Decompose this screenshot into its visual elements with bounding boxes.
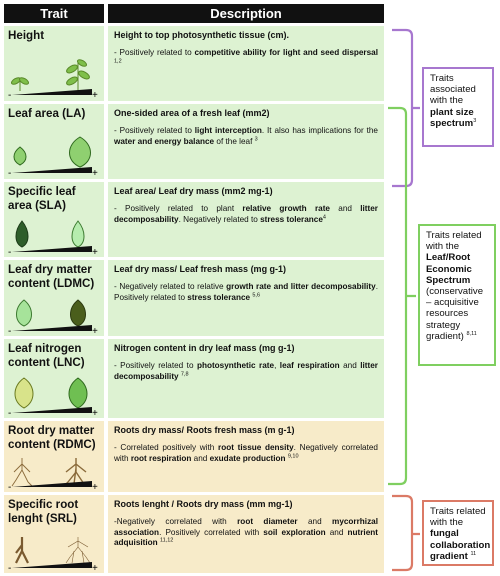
sla-gradient-icon [8, 219, 100, 255]
minus-sign: - [8, 168, 12, 177]
fungal-collaboration-box: Traits related with the fungal collaboration gradient $^{11}$ [422, 500, 494, 566]
plus-sign: + [92, 247, 98, 255]
trait-cell [4, 26, 104, 101]
trait-cell [4, 104, 104, 179]
trait-cell [4, 260, 104, 336]
height-gradient-icon [8, 57, 100, 99]
description-text: - Negatively related to relative growth rate and litter decomposability. Positively related to stress tolerance $^{5,6}$ [114, 282, 378, 302]
plus-sign: + [92, 326, 98, 334]
plus-sign: + [92, 168, 98, 177]
plus-sign: + [92, 408, 98, 416]
minus-sign: - [8, 563, 12, 571]
table-row-lnc [4, 339, 384, 418]
trait-name: Root dry matter content (RDMC) [8, 424, 96, 451]
description-title: One-sided area of a fresh leaf (mm2) [114, 108, 270, 118]
trait-name: Specific leaf area (SLA) [8, 185, 76, 212]
table-row-rdmc [4, 421, 384, 492]
description-cell [108, 495, 384, 573]
trait-cell [4, 182, 104, 257]
description-cell [108, 26, 384, 101]
description-title: Roots lenght / Roots dry mass (mm mg-1) [114, 499, 293, 509]
minus-sign: - [8, 247, 12, 255]
trait-name: Specific root lenght (SRL) [8, 498, 79, 525]
description-text: - Positively related to plant relative growth rate and litter decomposability. Negatively related to stress tolerance$^4$ [114, 204, 378, 224]
plus-sign: + [92, 90, 98, 99]
economic-spectrum-box: Traits related with the Leaf/Root Economic Spectrum (conservative – acquisitive resources strategy gradient) $^{8,11}$ [418, 224, 496, 366]
table-row-leaf-area [4, 104, 384, 179]
description-cell [108, 104, 384, 179]
minus-sign: - [8, 90, 12, 99]
trait-cell [4, 339, 104, 418]
description-column-header: Description [108, 4, 384, 23]
description-title: Roots dry mass/ Roots fresh mass (m g-1) [114, 425, 295, 435]
description-text: - Positively related to light interception. It also has implications for the water and energy balance of the leaf $^3$ [114, 126, 378, 146]
table-row-srl [4, 495, 384, 573]
trait-cell [4, 495, 104, 573]
plant-size-bracket [392, 30, 420, 186]
minus-sign: - [8, 482, 12, 490]
description-title: Nitrogen content in dry leaf mass (mg g-1) [114, 343, 295, 353]
rdmc-root-gradient-icon [8, 456, 100, 490]
trait-name: Height [8, 29, 45, 42]
description-cell [108, 339, 384, 418]
trait-column-header: Trait [4, 4, 104, 23]
description-text: -Negatively correlated with root diameter and mycorrhizal association. Positively correlated with soil exploration and nutrient adquisition $^{11,12}$ [114, 517, 379, 548]
economic-spectrum-bracket [388, 108, 416, 484]
trait-name: Leaf dry matter content (LDMC) [8, 263, 95, 290]
minus-sign: - [8, 408, 12, 416]
description-text: - Positively related to photosynthetic rate, leaf respiration and litter decomposability $^{7,8}$ [114, 361, 378, 381]
leaf-size-gradient-icon [8, 135, 100, 177]
ldmc-gradient-icon [8, 298, 100, 334]
trait-cell [4, 421, 104, 492]
description-title: Height to top photosynthetic tissue (cm). [114, 30, 289, 40]
lnc-gradient-icon [8, 376, 100, 416]
description-cell [108, 182, 384, 257]
trait-name: Leaf nitrogen content (LNC) [8, 342, 85, 369]
description-title: Leaf dry mass/ Leaf fresh mass (mg g-1) [114, 264, 287, 274]
plus-sign: + [92, 563, 98, 571]
description-cell [108, 421, 384, 492]
description-text: - Correlated positively with root tissue density. Negatively correlated with root respiration and exudate production $^{9,10}$ [114, 443, 378, 463]
description-title: Leaf area/ Leaf dry mass (mm2 mg-1) [114, 186, 273, 196]
description-cell [108, 260, 384, 336]
table-row-ldmc [4, 260, 384, 336]
table-row-height [4, 26, 384, 101]
fungal-collaboration-bracket [392, 496, 420, 570]
srl-root-gradient-icon [8, 535, 100, 571]
plant-size-spectrum-box: Traits associated with the plant size spectrum$^3$ [422, 67, 494, 147]
description-text: - Positively related to competitive ability for light and seed dispersal $^{1,2}$ [114, 48, 378, 64]
minus-sign: - [8, 326, 12, 334]
trait-name: Leaf area (LA) [8, 107, 86, 120]
plus-sign: + [92, 482, 98, 490]
table-row-sla [4, 182, 384, 257]
